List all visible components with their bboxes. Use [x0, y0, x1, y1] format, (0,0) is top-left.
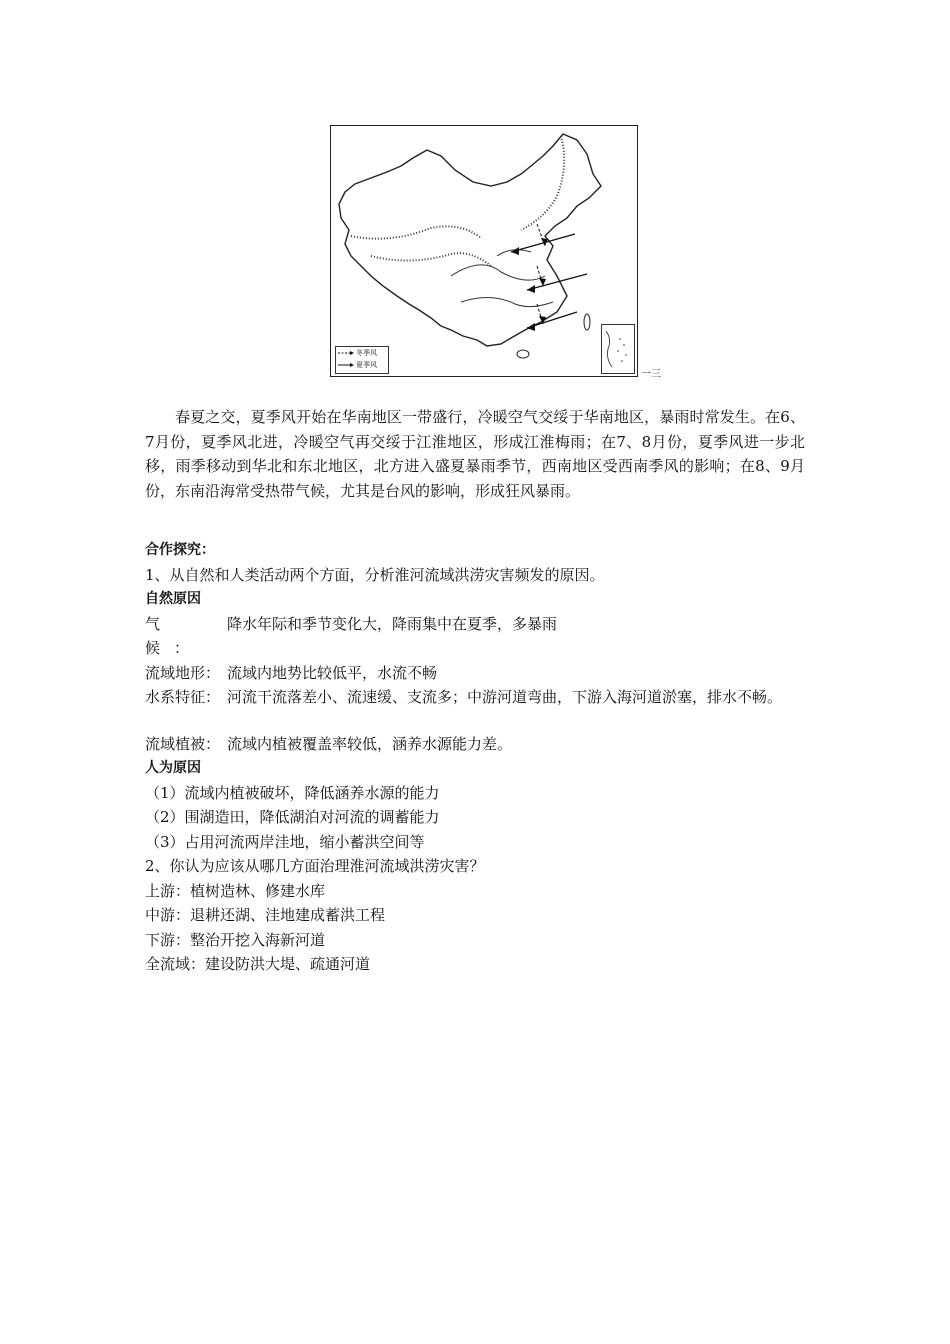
- legend-summer-label: 夏季风: [356, 361, 377, 369]
- measure-upstream: 上游：植树造林、修建水库: [145, 881, 326, 900]
- legend-summer: [338, 359, 388, 371]
- natural-heading: 自然原因: [145, 591, 201, 607]
- natural-item-value: 流域内地势比较低平，水流不畅: [227, 663, 438, 682]
- solid-arrow-icon: [338, 362, 354, 368]
- taiwan-island: [584, 314, 590, 330]
- natural-item-river-system: [145, 685, 807, 710]
- spacer: [145, 710, 815, 732]
- human-heading: 人为原因: [145, 760, 201, 776]
- river-yellow: [451, 265, 545, 280]
- content-body: [145, 538, 815, 977]
- dashed-arrow-icon: [338, 350, 354, 356]
- human-item: （3）占用河流两岸洼地，缩小蓄洪空间等: [145, 832, 425, 851]
- summer-monsoon-arrows: [511, 234, 587, 328]
- measure-whole-basin: 全流域：建设防洪大堤、疏通河道: [145, 955, 371, 973]
- human-item: （2）围湖造田，降低湖泊对河流的调蓄能力: [145, 808, 440, 826]
- measure-downstream: 下游：整治开挖入海新河道: [145, 930, 326, 949]
- map-legend: [335, 346, 389, 374]
- natural-item-vegetation: [145, 732, 815, 757]
- map-tail-mark: 一三: [641, 369, 661, 380]
- human-item: （1）流域内植被破坏，降低涵养水源的能力: [145, 783, 440, 802]
- natural-item-key: 流域地形：: [145, 663, 221, 682]
- natural-item-terrain: [145, 661, 815, 686]
- river-yangtze: [461, 297, 553, 306]
- natural-item-key: 流域植被：: [145, 734, 221, 753]
- mountain-range-north: [351, 226, 481, 238]
- question-2: 2、你认为应该从哪几方面治理淮河流域洪涝灾害？: [145, 857, 485, 875]
- mountain-range-kunlun: [371, 253, 491, 266]
- inset-drawing: [602, 325, 634, 373]
- monsoon-paragraph: 春夏之交，夏季风开始在华南地区一带盛行，冷暖空气交绥于华南地区，暴雨时常发生。在6、7月份，夏季风北进，冷暖空气再交绥于江淮地区，形成江淮梅雨；在7、8月份，夏季风进一步北移，雨季移动到华北和东北地区，北方进入盛夏暴雨季节，西南地区受西南季风的影响；在8、9月份，东南沿海常受热带气候，尤其是台风的影响，形成狂风暴雨。: [145, 408, 805, 500]
- measure-midstream: 中游：退耕还湖、洼地建成蓄洪工程: [145, 906, 386, 924]
- mountain-range-east: [521, 136, 564, 230]
- china-monsoon-map: [330, 125, 638, 377]
- natural-item-climate: [145, 612, 815, 661]
- natural-item-key: 水系特征：: [145, 688, 221, 706]
- natural-item-value: 降水年际和季节变化大，降雨集中在夏季，多暴雨: [227, 614, 558, 633]
- china-outline: [339, 134, 601, 346]
- hainan-island: [517, 350, 529, 358]
- natural-item-value: 河流干流落差小、流速缓、支流多；中游河道弯曲，下游入海河道淤塞，排水不畅。: [227, 688, 783, 706]
- map-drawing: [331, 126, 637, 376]
- question-1: 1、从自然和人类活动两个方面，分析淮河流域洪涝灾害频发的原因。: [145, 565, 605, 584]
- south-china-sea-inset: [601, 324, 635, 374]
- natural-item-key: 气候：: [145, 614, 204, 657]
- natural-item-value: 流域内植被覆盖率较低，涵养水源能力差。: [227, 734, 513, 753]
- section-title: 合作探究：: [145, 542, 215, 558]
- legend-winter: [338, 347, 388, 359]
- legend-winter-label: 冬季风: [356, 349, 377, 357]
